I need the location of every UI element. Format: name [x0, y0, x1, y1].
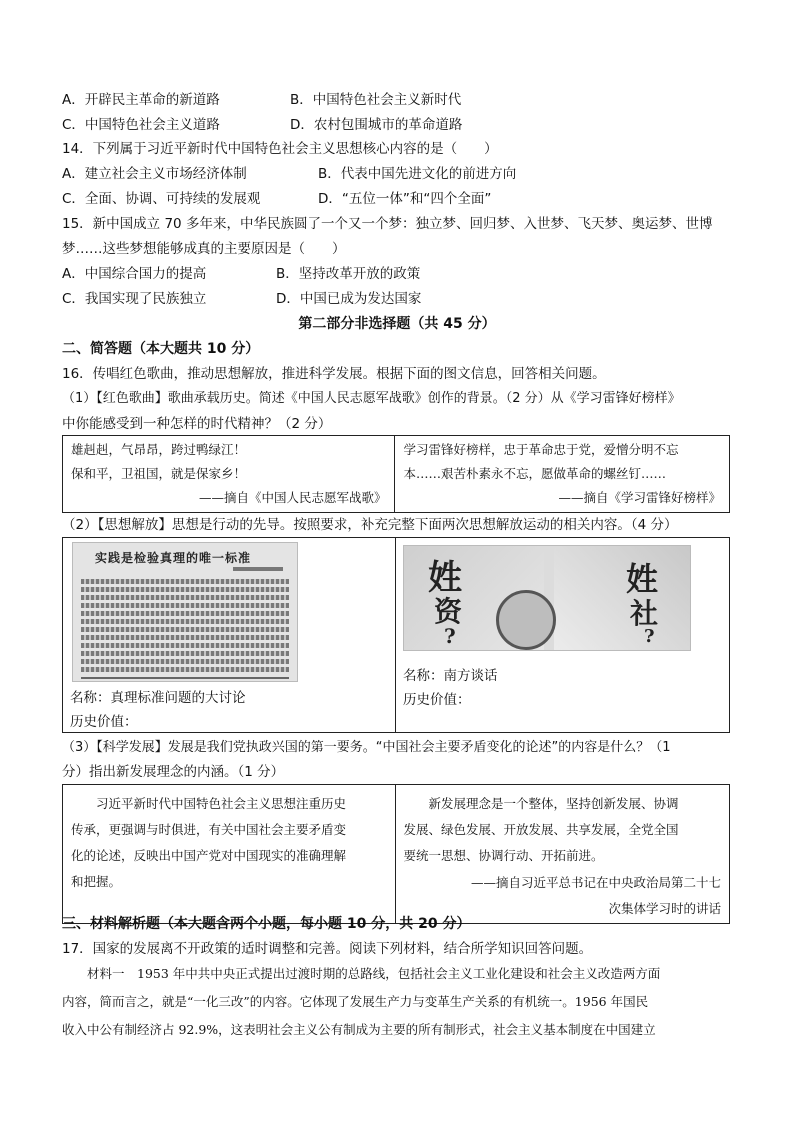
dev-right-cite2: 次集体学习时的讲话 [608, 901, 721, 916]
poster-q-right: ? [644, 626, 655, 647]
poster-char-xing-left: 姓 [428, 558, 462, 598]
poster-char-xing-right: 姓 [626, 560, 659, 598]
q14-option-a: A．建立社会主义市场经济体制 [62, 166, 247, 182]
q16-sub3-line2: 分）指出新发展理念的内涵。（1 分） [62, 764, 285, 780]
song-left-cite: ——摘自《中国人民志愿军战歌》 [198, 490, 387, 505]
q14-option-c: C．全面、协调、可持续的发展观 [62, 191, 261, 207]
dev-left-line1: 习近平新时代中国特色社会主义思想注重历史 [71, 796, 347, 811]
q16-sub1-line2: 中你能感受到一种怎样的时代精神？（2 分） [62, 416, 332, 432]
dev-right-cite1: ——摘自习近平总书记在中央政治局第二十七 [470, 875, 721, 890]
dev-left-line2: 传承，更强调与时俱进，有关中国社会主要矛盾变 [71, 822, 347, 837]
development-right-cell [395, 785, 730, 924]
song-right-line2: 本……艰苦朴素永不忘，愿做革命的螺丝钉…… [403, 466, 666, 481]
q17-material-line2: 内容，简而言之，就是“一化三改”的内容。它体现了发展生产力与变革生产关系的有机统一。1956 年国民 [62, 994, 649, 1009]
newspaper-image [72, 542, 298, 682]
left-event-name: 名称：真理标准问题的大讨论 [70, 690, 246, 706]
poster-char-zi: 资 [434, 595, 463, 628]
part2-title: 第二部分非选择题（共 45 分） [298, 316, 496, 332]
poster-q-left: ? [444, 624, 456, 648]
q17-material-line1: 材料一 1953 年中共中央正式提出过渡时期的总路线，包括社会主义工业化建设和社会主义改造两方面 [62, 966, 661, 981]
q13-option-a: A．开辟民主革命的新道路 [62, 92, 220, 108]
song-left-cell [63, 436, 395, 513]
left-event-value: 历史价值： [70, 714, 138, 730]
q17-material-line3: 收入中公有制经济占 92.9%，这表明社会主义公有制成为主要的所有制形式，社会主义基本制度在中国建立 [62, 1022, 656, 1037]
newspaper-headline: 实践是检验真理的唯一标准 [95, 551, 252, 565]
right-event-value: 历史价值： [403, 692, 471, 708]
q14-option-b: B．代表中国先进文化的前进方向 [318, 166, 517, 182]
section2-title: 二、简答题（本大题共 10 分） [62, 341, 260, 357]
q15-option-c: C．我国实现了民族独立 [62, 291, 207, 307]
q17-stem: 17．国家的发展离不开政策的适时调整和完善。阅读下列材料，结合所学知识回答问题。 [62, 941, 593, 957]
right-event-name: 名称：南方谈话 [403, 668, 498, 684]
q15-option-a: A．中国综合国力的提高 [62, 266, 207, 282]
song-right-cell [395, 436, 730, 513]
q13-option-b: B．中国特色社会主义新时代 [290, 92, 462, 108]
dev-right-line1: 新发展理念是一个整体，坚持创新发展、协调 [403, 796, 679, 811]
q16-sub3-line1: （3）【科学发展】发展是我们党执政兴国的第一要务。“中国社会主要矛盾变化的论述”的内容是什么？（1 [62, 740, 671, 755]
section3-title: 三、材料解析题（本大题含两个小题，每小题 10 分，共 20 分） [62, 916, 471, 932]
q16-sub2: （2）【思想解放】思想是行动的先导。按照要求，补充完整下面两次思想解放运动的相关内容。（4 分） [62, 517, 678, 533]
dev-right-line2: 发展、绿色发展、开放发展、共享发展，全党全国 [403, 822, 679, 837]
dev-right-line3: 要统一思想、协调行动、开拓前进。 [403, 848, 604, 863]
song-left-line2: 保和平，卫祖国，就是保家乡！ [71, 466, 247, 481]
song-lyrics-table [62, 435, 730, 513]
q14-option-d: D．“五位一体”和“四个全面” [318, 191, 492, 207]
q15-option-b: B．坚持改革开放的政策 [276, 266, 421, 282]
song-right-cite: ——摘自《学习雷锋好榜样》 [558, 490, 721, 505]
development-table [62, 784, 730, 924]
q14-stem: 14．下列属于习近平新时代中国特色社会主义思想核心内容的是（ ） [62, 141, 498, 157]
q15-stem-line2: 梦……这些梦想能够成真的主要原因是（ ） [62, 241, 346, 257]
dev-left-line4: 和把握。 [71, 874, 122, 889]
song-left-line1: 雄赳赳，气昂昂，跨过鸭绿江！ [71, 442, 247, 457]
development-left-cell [63, 785, 396, 924]
dev-left-line3: 化的论述，反映出中国产党对中国现实的准确理解 [71, 848, 347, 863]
q16-sub1-line1: （1）【红色歌曲】歌曲承载历史。简述《中国人民志愿军战歌》创作的背景。（2 分）从《学习雷锋好榜样》 [62, 391, 681, 406]
q15-stem-line1: 15．新中国成立 70 多年来，中华民族圆了一个又一个梦：独立梦、回归梦、入世梦、飞天梦、奥运梦、世博 [62, 216, 713, 232]
clock-icon [496, 590, 556, 650]
q15-option-d: D．中国已成为发达国家 [276, 291, 422, 307]
poster-image [403, 545, 691, 651]
poster-char-she: 社 [630, 597, 659, 630]
song-right-line1: 学习雷锋好榜样，忠于革命忠于党，爱憎分明不忘 [403, 442, 679, 457]
q13-option-d: D．农村包围城市的革命道路 [290, 117, 463, 133]
q16-stem: 16．传唱红色歌曲，推动思想解放，推进科学发展。根据下面的图文信息，回答相关问题。 [62, 366, 606, 382]
q13-option-c: C．中国特色社会主义道路 [62, 117, 220, 133]
